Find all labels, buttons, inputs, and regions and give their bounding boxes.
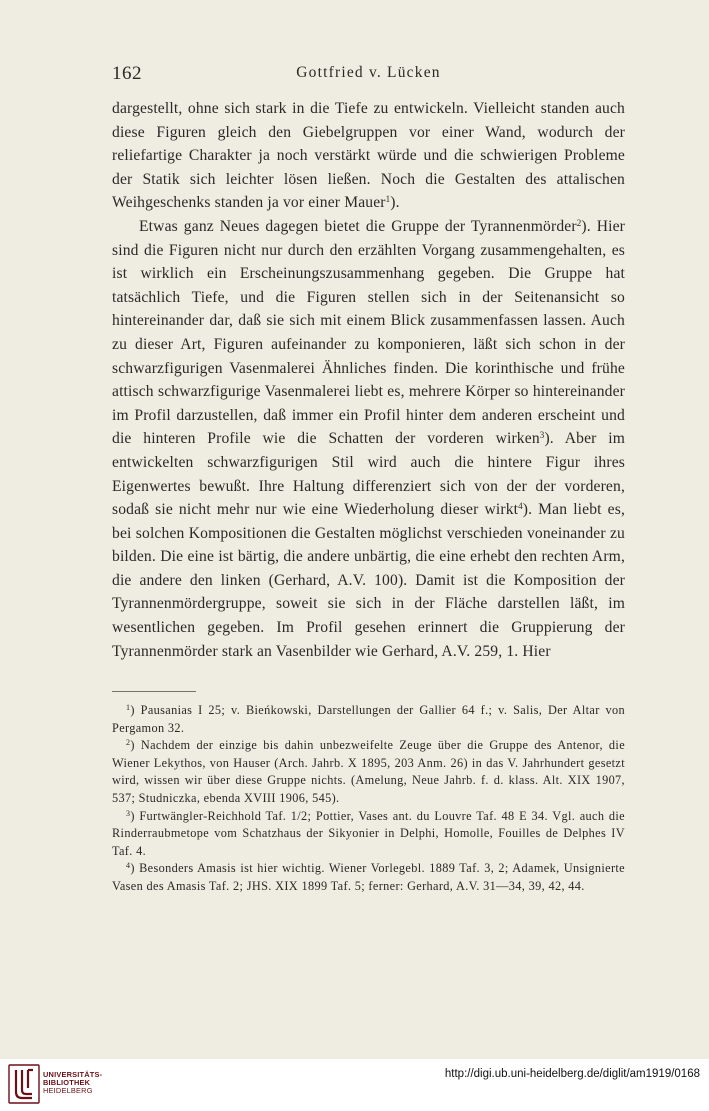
footnote xyxy=(112,702,625,737)
paragraph-2-part-1: Etwas ganz Neues dagegen bietet die Gruppe der Tyrannenmörder xyxy=(139,217,577,235)
footnote-ref-4[interactable]: 4 xyxy=(518,501,523,512)
paragraph-2-part-2: ). Hier sind die Figuren nicht nur durch den erzählten Vorgang zusammengehalten, es ist wirklich ein Erscheinungszusammenhang gegeben. Die Gruppe hat tatsächlich Tiefe, und die Figuren stellen sich in der Seitenansicht so hintereinander dar, daß sie sich mit einem Blick zusammenfassen lassen. Auch zu dieser Art, Figuren aufeinander zu komponieren, läßt sich schon in der schwarzfigurigen Vasenmalerei Ähnliches finden. Die korinthische und frühe attisch schwarzfigurige Vasenmalerei liebt es, mehrere Körper so hintereinander im Profil darzustellen, daß immer ein Profil hinter dem anderen erscheint und die hinteren Profile wie die Schatten der vorderen wirken xyxy=(112,217,625,448)
running-head: Gottfried v. Lücken xyxy=(296,64,441,81)
institution-name xyxy=(43,1071,102,1096)
footnote-ref-3[interactable]: 3 xyxy=(539,430,545,441)
paragraph-1-text: dargestellt, ohne sich stark in die Tiefe zu entwickeln. Vielleicht standen auch diese Figuren gleich den Giebelgruppen vor einer Wand, wodurch der reliefartige Charakter ja noch verstärkt würde und die schwierigen Probleme der Statik sich leichter lösen ließen. Noch die Gestalten des attalischen Weihgeschenks standen ja vor einer Mauer xyxy=(112,100,625,212)
footnote xyxy=(112,808,625,861)
ub-heidelberg-logo-icon[interactable] xyxy=(8,1064,40,1104)
footnote-marker: 2 xyxy=(126,738,131,748)
paragraph-1-tail: ). xyxy=(390,194,400,212)
footnote xyxy=(112,737,625,807)
footnote-text: ) Besonders Amasis ist hier wichtig. Wiener Vorlegebl. 1889 Taf. 3, 2; Adamek, Unsignierte Vasen des Amasis Taf. 2; JHS. XIX 1899 Taf. 5; ferner: Gerhard, A.V. 31—34, 39, 42, 44. xyxy=(112,861,625,893)
footnote-marker: 4 xyxy=(126,861,131,871)
footnote-text: ) Pausanias I 25; v. Bieńkowski, Darstellungen der Gallier 64 f.; v. Salis, Der Altar von Pergamon 32. xyxy=(112,703,625,735)
institution-line-3: HEIDELBERG xyxy=(43,1086,93,1096)
page-number: 162 xyxy=(112,63,142,84)
institution-line-2: BIBLIOTHEK xyxy=(43,1078,91,1088)
institution-line-1: UNIVERSITÄTS- xyxy=(43,1070,103,1079)
footnote-text: ) Nachdem der einzige bis dahin unbezweifelte Zeuge über die Gruppe des Antenor, die Wiener Lekythos, von Hauser (Arch. Jahrb. X 1895, 203 Anm. 26) in das V. Jahrhundert gesetzt wird, wissen wir über diese Gruppe nichts. (Amelung, Neue Jahrb. f. d. klass. Alt. XIX 1907, 537; Studniczka, ebenda XVIII 1906, 545). xyxy=(112,738,625,805)
footnote-divider xyxy=(112,691,196,692)
paragraph-2 xyxy=(112,215,625,663)
footnote-ref-2[interactable]: 2 xyxy=(576,217,582,228)
footnote-text: ) Furtwängler-Reichhold Taf. 1/2; Pottier, Vases ant. du Louvre Taf. 48 E 34. Vgl. auch die Rinderraubmetope vom Schatzhaus der Sikyonier in Delphi, Homolle, Fouilles de Delphes IV Taf. 4. xyxy=(112,808,625,858)
footnote-ref-1[interactable]: 1 xyxy=(385,194,391,205)
footnote xyxy=(112,860,625,895)
paragraph-1 xyxy=(112,97,625,215)
page-header xyxy=(112,63,625,89)
footnote-marker: 3 xyxy=(126,808,131,818)
footer-bar xyxy=(0,1059,709,1111)
paragraph-2-part-3: ). Aber im entwickelten schwarzfigurigen Stil wird auch die hintere Figur ihres Eigenwertes bewußt. Ihre Haltung differenziert sich von der der vorderen, sodaß sie nicht mehr nur wie eine Wiederholung dieser wirkt xyxy=(112,430,625,519)
paragraph-2-part-4: ). Man liebt es, bei solchen Kompositionen die Gestalten möglichst verschieden voneinander zu bilden. Die eine ist bärtig, die andere unbärtig, die eine erhebt den rechten Arm, die andere den linken (Gerhard, A.V. 100). Damit ist die Komposition der Tyrannenmördergruppe, soweit sie sich in der Fläche darstellen läßt, im wesentlichen gegeben. Im Profil gesehen erinnert die Gruppierung der Tyrannenmörder stark an Vasenbilder wie Gerhard, A.V. 259, 1. Hier xyxy=(112,501,626,660)
footnote-marker: 1 xyxy=(126,703,131,712)
permalink[interactable]: http://digi.ub.uni-heidelberg.de/diglit/am1919/0168 xyxy=(444,1068,700,1080)
footnotes xyxy=(112,702,625,896)
main-text xyxy=(112,97,625,663)
